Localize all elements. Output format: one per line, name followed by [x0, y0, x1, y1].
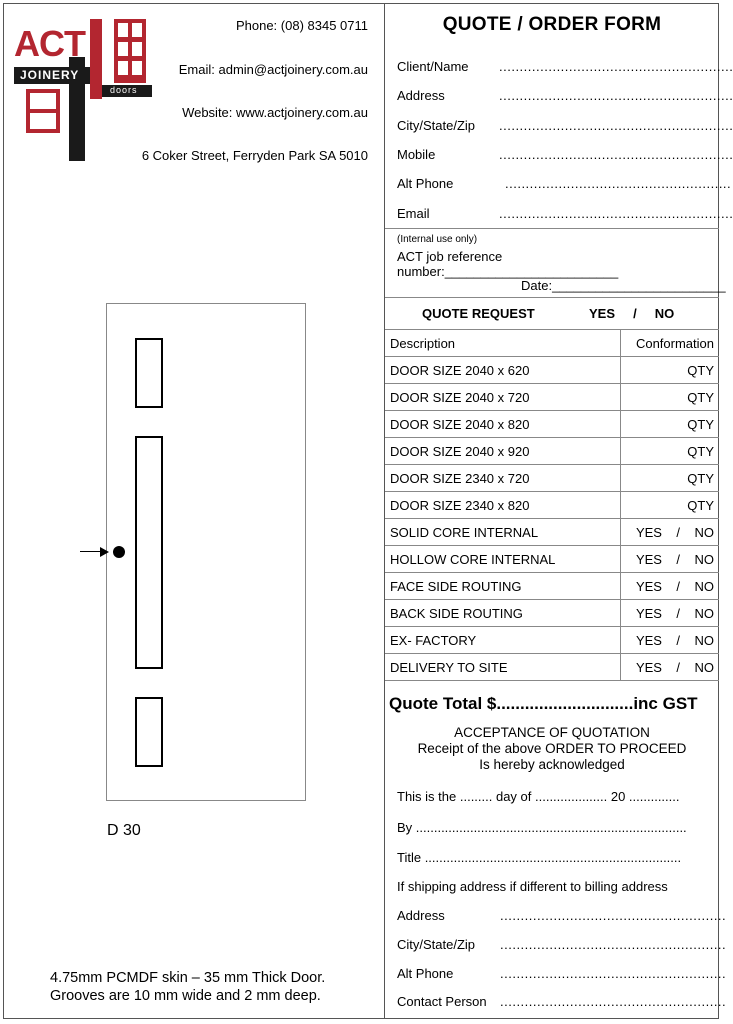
item-conformation[interactable]: YES / NO [621, 519, 720, 546]
title-field[interactable]: Title ....................................................................... [397, 850, 682, 865]
item-description: BACK SIDE ROUTING [385, 600, 621, 627]
client-field-label: Mobile [397, 147, 436, 162]
table-row [385, 411, 719, 438]
quote-request-yes-no: YES / NO [589, 306, 675, 321]
logo-joinery-text: JOINERY [20, 68, 80, 82]
table-row [385, 438, 719, 465]
table-row [385, 654, 719, 681]
item-conformation[interactable]: YES / NO [621, 573, 720, 600]
logo-act-text: ACT [14, 23, 85, 64]
item-conformation[interactable]: YES / NO [621, 627, 720, 654]
shipping-field-label: City/State/Zip [397, 937, 476, 952]
item-conformation[interactable]: QTY [621, 438, 720, 465]
item-description: HOLLOW CORE INTERNAL [385, 546, 621, 573]
logo-doors-text: doors [110, 85, 138, 95]
quote-request-heading: QUOTE REQUEST [422, 306, 535, 321]
shipping-note: If shipping address if different to billing address [397, 879, 668, 894]
client-field-input[interactable]: ......................................................... [499, 118, 733, 133]
item-description: FACE SIDE ROUTING [385, 573, 621, 600]
item-description: EX- FACTORY [385, 627, 621, 654]
item-description: DOOR SIZE 2340 x 820 [385, 492, 621, 519]
door-spec-line1: 4.75mm PCMDF skin – 35 mm Thick Door. [50, 970, 326, 986]
item-description: SOLID CORE INTERNAL [385, 519, 621, 546]
items-table [385, 329, 719, 681]
item-conformation[interactable]: YES / NO [621, 654, 720, 681]
item-description: DELIVERY TO SITE [385, 654, 621, 681]
item-conformation[interactable]: QTY [621, 465, 720, 492]
shipping-field-input[interactable]: ....................................................... [500, 908, 727, 923]
client-field-input[interactable]: ......................................................... [499, 206, 733, 221]
by-field[interactable]: By ........................................................................... [397, 820, 687, 835]
client-field-input[interactable]: ....................................................... [505, 176, 732, 191]
acceptance-title: ACCEPTANCE OF QUOTATION [454, 725, 650, 740]
shipping-field-input[interactable]: ....................................................... [500, 937, 727, 952]
item-conformation[interactable]: QTY [621, 357, 720, 384]
item-conformation[interactable]: QTY [621, 492, 720, 519]
acceptance-line3: Is hereby acknowledged [479, 757, 625, 772]
form-title: QUOTE / ORDER FORM [442, 14, 662, 35]
item-conformation[interactable]: QTY [621, 411, 720, 438]
table-row [385, 519, 719, 546]
contact-phone: Phone: (08) 8345 0711 [235, 18, 368, 33]
divider-internal [385, 228, 719, 229]
acceptance-block [385, 725, 719, 773]
table-row [385, 465, 719, 492]
client-field-label: City/State/Zip [397, 118, 476, 133]
door-groove-top [135, 338, 163, 408]
contact-email: Email: admin@actjoinery.com.au [178, 62, 368, 77]
company-logo [14, 17, 154, 163]
client-field-label: Alt Phone [397, 176, 454, 191]
column-header-description: Description [385, 330, 621, 357]
table-row [385, 492, 719, 519]
date-field[interactable]: Date:________________________ [521, 278, 726, 293]
internal-note: (Internal use only) [397, 234, 478, 245]
client-field-input[interactable]: ......................................................... [499, 88, 733, 103]
shipping-field-input[interactable]: ....................................................... [500, 994, 727, 1009]
job-reference-field[interactable]: ACT job reference number:________________________ [397, 249, 619, 279]
door-handle-icon [113, 546, 125, 558]
door-spec [50, 969, 325, 1005]
table-header-row [385, 330, 719, 357]
client-field-label: Client/Name [397, 59, 469, 74]
shipping-field-label: Address [397, 908, 445, 923]
contact-website: Website: www.actjoinery.com.au [182, 105, 368, 120]
shipping-field-input[interactable]: ....................................................... [500, 966, 727, 981]
table-row [385, 357, 719, 384]
acceptance-date-field[interactable]: This is the ......... day of .................... 20 .............. [397, 789, 680, 804]
item-description: DOOR SIZE 2340 x 720 [385, 465, 621, 492]
table-row [385, 546, 719, 573]
contact-address: 6 Coker Street, Ferryden Park SA 5010 [141, 148, 368, 163]
column-header-conformation: Conformation [621, 330, 720, 357]
handle-arrow-head [100, 547, 109, 557]
door-groove-bottom [135, 697, 163, 767]
item-description: DOOR SIZE 2040 x 920 [385, 438, 621, 465]
divider-total [385, 680, 719, 681]
client-field-input[interactable]: ......................................................... [499, 147, 733, 162]
door-model: D 30 [107, 822, 141, 839]
table-row [385, 573, 719, 600]
table-row [385, 384, 719, 411]
client-field-label: Email [397, 206, 430, 221]
client-field-label: Address [397, 88, 445, 103]
item-description: DOOR SIZE 2040 x 620 [385, 357, 621, 384]
item-conformation[interactable]: YES / NO [621, 546, 720, 573]
table-row [385, 627, 719, 654]
door-groove-middle [135, 436, 163, 669]
client-field-input[interactable]: ......................................................... [499, 59, 733, 74]
item-conformation[interactable]: YES / NO [621, 600, 720, 627]
door-spec-line2: Grooves are 10 mm wide and 2 mm deep. [50, 988, 321, 1004]
quote-total[interactable]: Quote Total $.............................inc GST [389, 694, 698, 713]
acceptance-line2: Receipt of the above ORDER TO PROCEED [417, 741, 687, 756]
item-description: DOOR SIZE 2040 x 820 [385, 411, 621, 438]
shipping-field-label: Contact Person [397, 994, 487, 1009]
logo-windows-text: windows [84, 109, 94, 151]
table-row [385, 600, 719, 627]
divider-quote-request [385, 297, 719, 298]
shipping-field-label: Alt Phone [397, 966, 454, 981]
item-conformation[interactable]: QTY [621, 384, 720, 411]
item-description: DOOR SIZE 2040 x 720 [385, 384, 621, 411]
